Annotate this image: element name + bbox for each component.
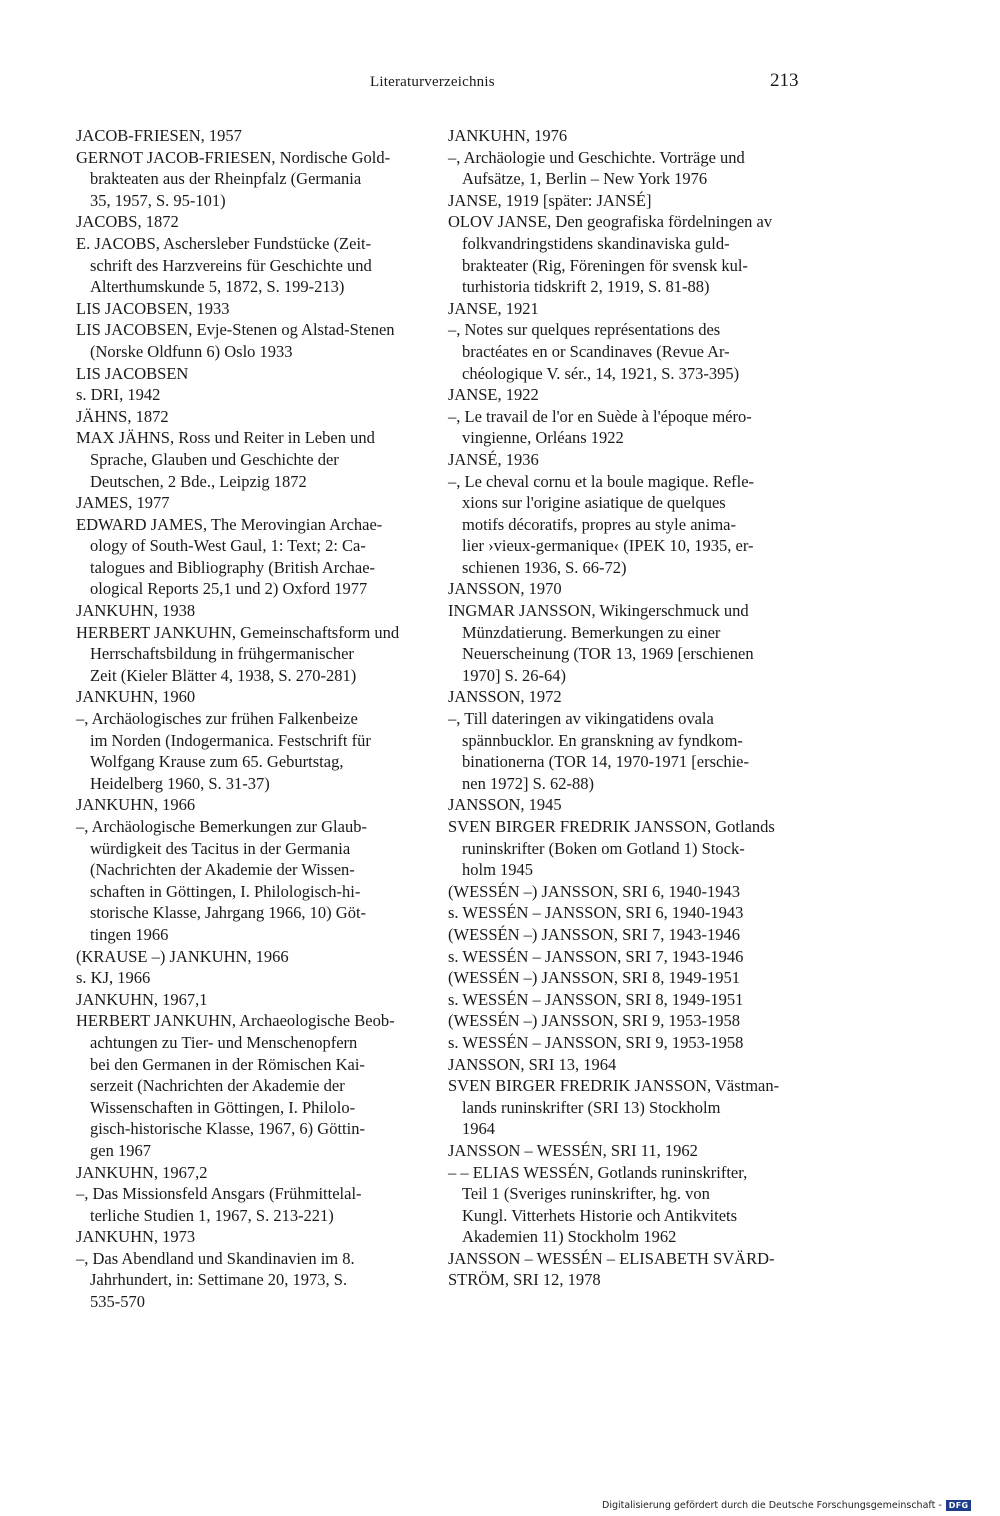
entry-text-line: Heidelberg 1960, S. 31-37) [90,773,270,793]
bibliography-entry [448,1140,798,1248]
entry-key: JANKUHN, 1960 [76,687,196,707]
entry-text-line: LIS JACOBSEN, Evje-Stenen og Alstad-Stenen [76,320,395,340]
bibliography-entry [76,492,426,600]
entry-text-line: E. JACOBS, Aschersleber Fundstücke (Zeit- [76,233,372,253]
entry-key: LIS JACOBSEN [76,363,189,383]
entry-key: JACOBS, 1872 [76,212,179,232]
entry-text-line: ological Reports 25,1 und 2) Oxford 1977 [90,579,368,599]
entry-key: JANSSON, 1972 [448,687,562,707]
running-title: Literaturverzeichnis [370,74,495,90]
bibliography-entry [448,1054,798,1140]
entry-text-line: Teil 1 (Sveriges runinskrifter, hg. von [462,1184,710,1204]
entry-text-line: Deutschen, 2 Bde., Leipzig 1872 [90,471,307,491]
entry-text-line: würdigkeit des Tacitus in der Germania [90,838,351,858]
entry-key: (WESSÉN –) JANSSON, SRI 8, 1949-1951 [448,968,740,988]
entry-text-line: schaften in Göttingen, I. Philologisch-hi- [90,881,361,901]
entry-text-line: schrift des Harzvereins für Geschichte und [90,255,372,275]
entry-text-line: –, Archäologische Bemerkungen zur Glaub- [76,817,367,836]
entry-text-line: im Norden (Indogermanica. Festschrift für [90,730,371,750]
entry-text-line: turhistoria tidskrift 2, 1919, S. 81-88) [462,277,710,297]
entry-text-line: Münzdatierung. Bemerkungen zu einer [462,622,721,642]
entry-text-line: s. WESSÉN – JANSSON, SRI 7, 1943-1946 [448,946,744,966]
entry-text-line: s. WESSÉN – JANSSON, SRI 8, 1949-1951 [448,989,744,1009]
entry-text-line: tingen 1966 [90,924,169,944]
entry-text-line: –, Das Missionsfeld Ansgars (Frühmittelal- [76,1184,362,1204]
entry-key: (WESSÉN –) JANSSON, SRI 7, 1943-1946 [448,924,740,944]
bibliography-entry [448,125,798,190]
bibliography-entry [76,686,426,794]
entry-key: JANKUHN, 1967,2 [76,1162,208,1182]
entry-text-line: Wissenschaften in Göttingen, I. Philolo- [90,1097,356,1117]
footer-text: Digitalisierung gefördert durch die Deutsche Forschungsgemeinschaft - [602,1500,942,1511]
entry-text-line: gen 1967 [90,1140,151,1160]
entry-text-line: s. KJ, 1966 [76,968,151,988]
entry-text-line: –, Archäologie und Geschichte. Vorträge und [448,147,745,167]
entry-text-line: runinskrifter (Boken om Gotland 1) Stock- [462,838,745,858]
running-head [0,70,1000,96]
entry-key: JANSE, 1921 [448,298,539,318]
dfg-logo: DFG [946,1500,972,1511]
entry-text-line: Aufsätze, 1, Berlin – New York 1976 [462,169,708,189]
entry-key: (WESSÉN –) JANSSON, SRI 6, 1940-1943 [448,881,740,901]
entry-text-line: Alterthumskunde 5, 1872, S. 199-213) [90,277,345,297]
entry-text-line: Sprache, Glauben und Geschichte der [90,449,339,469]
entry-key: (KRAUSE –) JANKUHN, 1966 [76,946,289,966]
entry-key: JANSE, 1922 [448,385,539,405]
bibliography-entry [76,794,426,945]
entry-text-line: Wolfgang Krause zum 65. Geburtstag, [90,752,344,772]
bibliography-entry [448,190,798,298]
entry-text-line: brakteaten aus der Rheinpfalz (Germania [90,169,362,189]
entry-text-line: achtungen zu Tier- und Menschenopfern [90,1032,358,1052]
bibliography-entry [448,384,798,449]
entry-text-line: bractéates en or Scandinaves (Revue Ar- [462,341,730,361]
entry-text-line: (Norske Oldfunn 6) Oslo 1933 [90,341,293,361]
entry-text-line: folkvandringstidens skandinaviska guld- [462,233,730,253]
entry-text-line: GERNOT JACOB-FRIESEN, Nordische Gold- [76,147,391,167]
bibliography-entry [448,967,798,1010]
entry-key: JANSSON – WESSÉN – ELISABETH SVÄRD- [448,1248,775,1268]
entry-text-line: –, Notes sur quelques représentations des [448,320,721,340]
entry-text-line: Jahrhundert, in: Settimane 20, 1973, S. [90,1270,348,1290]
entry-text-line: Zeit (Kieler Blätter 4, 1938, S. 270-281) [90,665,357,685]
entry-text-line: INGMAR JANSSON, Wikingerschmuck und [448,601,749,621]
entry-text-line: –, Le cheval cornu et la boule magique. Refle- [448,471,755,491]
entry-key: (WESSÉN –) JANSSON, SRI 9, 1953-1958 [448,1011,740,1031]
entry-key: JANKUHN, 1973 [76,1227,196,1247]
bibliography-entry [76,1162,426,1227]
entry-text-line: 1970] S. 26-64) [462,665,567,685]
entry-text-line: – – ELIAS WESSÉN, Gotlands runinskrifter, [448,1162,748,1182]
bibliography-entry [448,881,798,924]
entry-text-line: –, Till dateringen av vikingatidens ovala [448,709,714,729]
bibliography-entry [76,125,426,211]
entry-key: JANSSON, 1945 [448,795,562,815]
entry-key: JANSSON – WESSÉN, SRI 11, 1962 [448,1140,698,1160]
right-column [448,125,798,1291]
bibliography-entry [448,1248,798,1291]
entry-text-line: Neuerscheinung (TOR 13, 1969 [erschienen [462,644,754,664]
entry-text-line: Akademien 11) Stockholm 1962 [462,1227,677,1247]
bibliography-entry [76,946,426,989]
entry-key: JANSSON, 1970 [448,579,562,599]
entry-text-line: –, Das Abendland und Skandinavien im 8. [76,1248,355,1268]
bibliography-entry [448,924,798,967]
entry-text-line: STRÖM, SRI 12, 1978 [448,1270,601,1290]
entry-text-line: brakteater (Rig, Föreningen för svensk kul- [462,255,748,275]
entry-text-line: schienen 1936, S. 66-72) [462,557,627,577]
entry-text-line: 1964 [462,1119,495,1139]
entry-key: JAMES, 1977 [76,493,170,513]
entry-text-line: HERBERT JANKUHN, Archaeologische Beob- [76,1011,395,1031]
entry-key: JÄHNS, 1872 [76,406,169,426]
footer [602,1500,971,1511]
entry-text-line: holm 1945 [462,860,534,880]
entry-text-line: serzeit (Nachrichten der Akademie der [90,1076,345,1096]
entry-text-line: nen 1972] S. 62-88) [462,773,594,793]
entry-text-line: –, Archäologisches zur frühen Falkenbeize [76,709,358,729]
entry-text-line: Kungl. Vitterhets Historie och Antikvitets [462,1205,738,1225]
entry-key: JANKUHN, 1967,1 [76,989,208,1009]
bibliography-entry [448,794,798,880]
entry-text-line: OLOV JANSE, Den geografiska fördelningen av [448,212,773,232]
entry-text-line: chéologique V. sér., 14, 1921, S. 373-395) [462,363,740,383]
bibliography-entry [76,600,426,686]
bibliography-entry [76,298,426,363]
entry-text-line: s. WESSÉN – JANSSON, SRI 6, 1940-1943 [448,903,744,923]
entry-text-line: MAX JÄHNS, Ross und Reiter in Leben und [76,428,375,448]
left-column [76,125,426,1313]
entry-text-line: ology of South-West Gaul, 1: Text; 2: Ca- [90,536,366,556]
bibliography-entry [448,298,798,384]
entry-text-line: 535-570 [90,1292,145,1312]
bibliography-entry [76,989,426,1162]
entry-text-line: talogues and Bibliography (British Archae- [90,557,376,577]
bibliography-entry [76,1226,426,1312]
entry-text-line: EDWARD JAMES, The Merovingian Archae- [76,514,383,534]
bibliography-entry [448,686,798,794]
entry-text-line: s. DRI, 1942 [76,385,161,405]
entry-text-line: motifs décoratifs, propres au style anima- [462,514,736,534]
bibliography-entry [448,1010,798,1053]
entry-text-line: lands runinskrifter (SRI 13) Stockholm [462,1097,721,1117]
bibliography-entry [448,578,798,686]
entry-text-line: gisch-historische Klasse, 1967, 6) Göttin- [90,1119,365,1139]
bibliography-entry [76,406,426,492]
entry-key: JACOB-FRIESEN, 1957 [76,126,242,145]
bibliography-entry [76,363,426,406]
entry-text-line: xions sur l'origine asiatique de quelques [462,493,726,513]
entry-key: LIS JACOBSEN, 1933 [76,298,230,318]
entry-key: JANSÉ, 1936 [448,449,539,469]
bibliography-entry [76,211,426,297]
entry-text-line: lier ›vieux-germanique‹ (IPEK 10, 1935, er- [462,536,754,556]
entry-text-line: SVEN BIRGER FREDRIK JANSSON, Västman- [448,1076,780,1096]
entry-text-line: binationerna (TOR 14, 1970-1971 [erschie- [462,752,749,772]
entry-text-line: –, Le travail de l'or en Suède à l'époque méro- [448,406,752,426]
entry-text-line: Herrschaftsbildung in frühgermanischer [90,644,354,664]
entry-text-line: terliche Studien 1, 1967, S. 213-221) [90,1205,334,1225]
entry-text-line: 35, 1957, S. 95-101) [90,190,226,210]
entry-text-line: vingienne, Orléans 1922 [462,428,624,448]
entry-key: JANKUHN, 1938 [76,601,196,621]
entry-text-line: SVEN BIRGER FREDRIK JANSSON, Gotlands [448,817,775,836]
entry-text-line: s. WESSÉN – JANSSON, SRI 9, 1953-1958 [448,1032,744,1052]
entry-text-line: bei den Germanen in der Römischen Kai- [90,1054,365,1074]
page-number: 213 [770,70,799,91]
entry-key: JANKUHN, 1976 [448,126,568,145]
entry-text-line: spännbucklor. En granskning av fyndkom- [462,730,743,750]
entry-key: JANSE, 1919 [später: JANSÉ] [448,190,652,210]
entry-text-line: (Nachrichten der Akademie der Wissen- [90,860,355,880]
entry-key: JANSSON, SRI 13, 1964 [448,1054,617,1074]
entry-text-line: HERBERT JANKUHN, Gemeinschaftsform und [76,622,400,642]
entry-text-line: storische Klasse, Jahrgang 1966, 10) Göt- [90,903,367,923]
bibliography-entry [448,449,798,579]
entry-key: JANKUHN, 1966 [76,795,196,815]
